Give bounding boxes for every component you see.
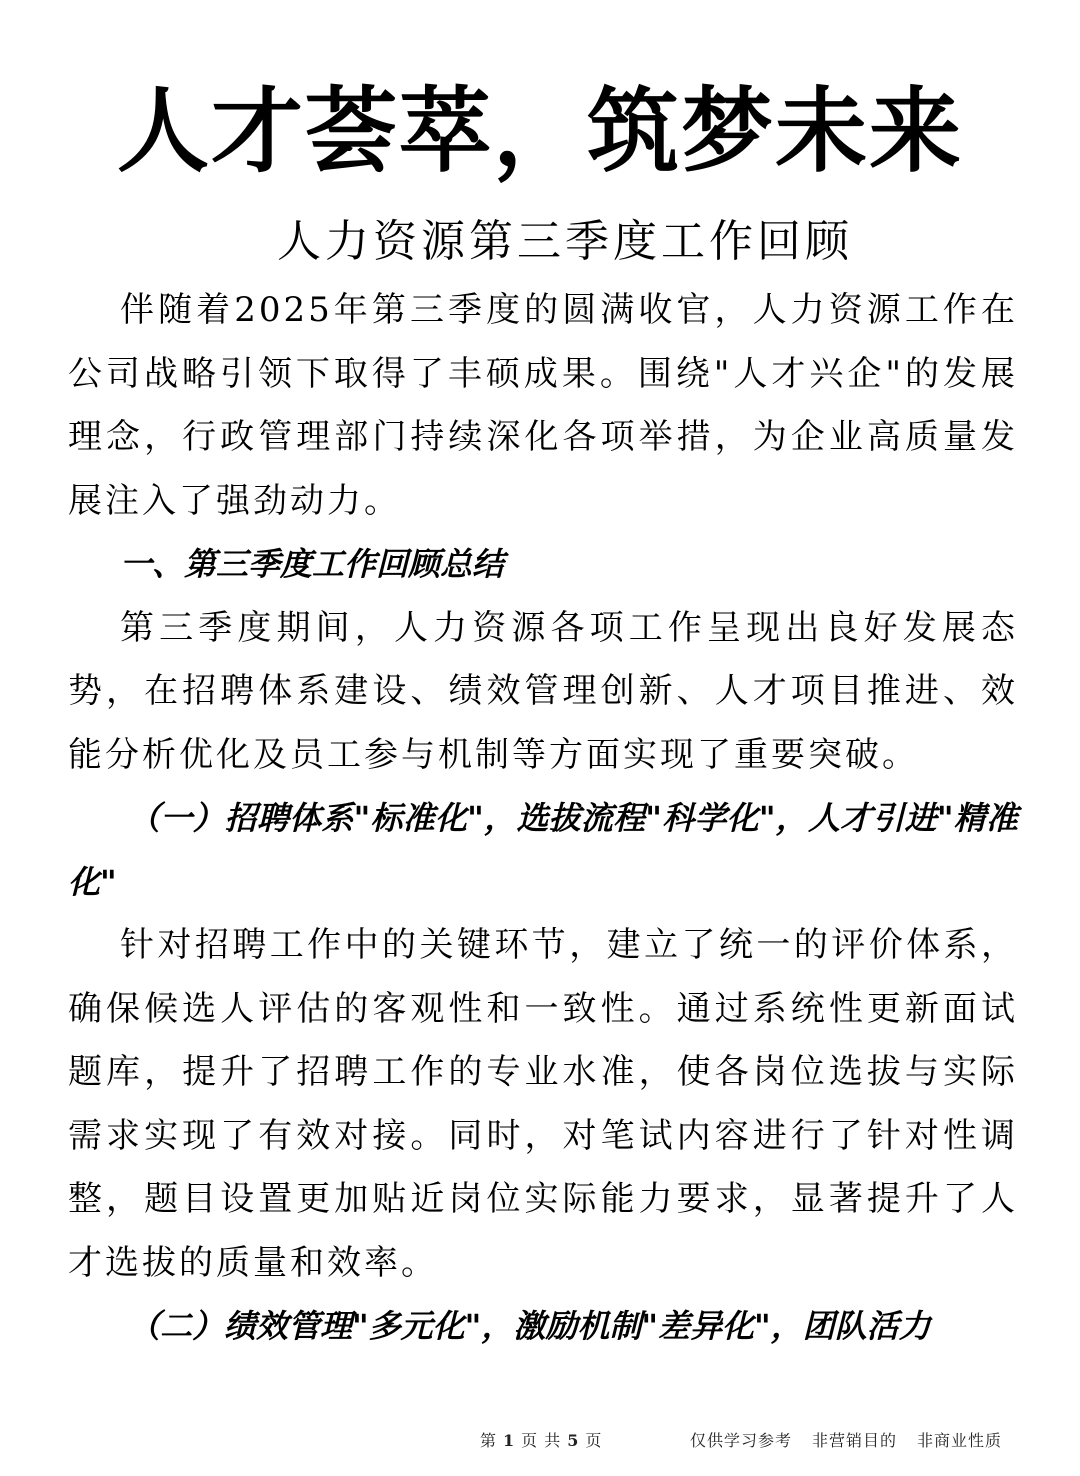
page-suffix: 页 bbox=[585, 1431, 603, 1450]
page-prefix: 第 bbox=[480, 1431, 498, 1450]
footer-disclaimer bbox=[690, 1430, 1002, 1452]
subsection-1-paragraph: 针对招聘工作中的关键环节，建立了统一的评价体系，确保候选人评估的客观性和一致性。通过系统性更新面试题库，提升了招聘工作的专业水准，使各岗位选拔与实际需求实现了有效对接。同时，对笔试内容进行了针对性调整，题目设置更加贴近岗位实际能力要求，显著提升了人才选拔的质量和效率。 bbox=[68, 925, 1018, 1283]
page-number bbox=[480, 1430, 602, 1452]
page-mid: 页 共 bbox=[521, 1431, 562, 1450]
subsection-heading-2: （二）绩效管理"多元化"，激励机制"差异化"，团队活力 bbox=[128, 1307, 931, 1345]
document-subtitle: 人力资源第三季度工作回顾 bbox=[277, 216, 853, 267]
disclaimer-1: 仅供学习参考 bbox=[690, 1431, 793, 1450]
document-body bbox=[68, 279, 1018, 1359]
disclaimer-3: 非商业性质 bbox=[917, 1431, 1003, 1450]
document-title: 人才荟萃，筑梦未来 bbox=[116, 78, 963, 185]
intro-paragraph: 伴随着2025年第三季度的圆满收官，人力资源工作在公司战略引领下取得了丰硕成果。围绕"人才兴企"的发展理念，行政管理部门持续深化各项举措，为企业高质量发展注入了强劲动力。 bbox=[68, 290, 1018, 521]
disclaimer-2: 非营销目的 bbox=[812, 1431, 898, 1450]
current-page: 1 bbox=[503, 1431, 516, 1450]
section-heading-1: 一、第三季度工作回顾总结 bbox=[120, 545, 505, 583]
total-pages: 5 bbox=[567, 1431, 580, 1450]
section-1-paragraph: 第三季度期间，人力资源各项工作呈现出良好发展态势，在招聘体系建设、绩效管理创新、人才项目推进、效能分析优化及员工参与机制等方面实现了重要突破。 bbox=[68, 607, 1018, 775]
subsection-heading-1: （一）招聘体系"标准化"，选拔流程"科学化"，人才引进"精准化" bbox=[68, 799, 1018, 901]
